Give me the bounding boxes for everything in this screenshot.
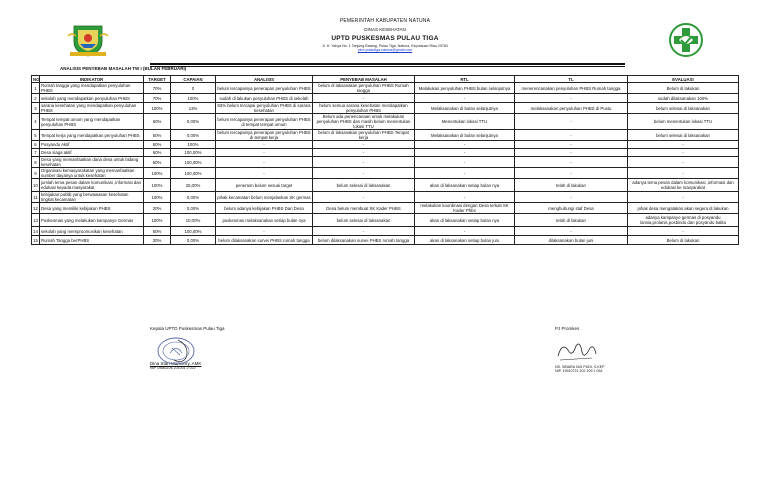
cell-analisis: belum tercapainya penerapan penyuluhan PHBS bbox=[216, 83, 313, 94]
pj-nip: NIP. 19910721 202 109 1 054 bbox=[555, 369, 603, 373]
cell-tl: menerencanakan penyuluhan PHBS Rumah tangga bbox=[515, 83, 628, 94]
letterhead bbox=[250, 18, 520, 52]
cell-analisis: - bbox=[216, 227, 313, 236]
cell-rtl: - bbox=[415, 94, 515, 103]
table-row bbox=[32, 168, 739, 179]
cell-evaluasi: adanya tema pesan dalam komunikasi ,informasi dan edukasi ke masyarakat bbox=[628, 179, 739, 192]
cell-target: 50% bbox=[144, 157, 171, 168]
cell-target: 100% bbox=[144, 192, 171, 203]
cell-target: 60% bbox=[144, 114, 171, 130]
cell-tl: - bbox=[515, 94, 628, 103]
cell-analisis: pihak kecamatan belum menjalankan SK germas bbox=[216, 192, 313, 203]
cell-rtl: - bbox=[415, 192, 515, 203]
cell-analisis: belum adanya kebijakan PHBS Dari Desa bbox=[216, 203, 313, 214]
pj-name: NS. SIBARA NIJI PUDI, S.KEP bbox=[555, 365, 605, 369]
header-tl: TL bbox=[515, 76, 628, 83]
cell-no: 2 bbox=[32, 94, 40, 103]
cell-indikator: sekolah yang memproomosikan kesehatan bbox=[40, 227, 144, 236]
table-row bbox=[32, 83, 739, 94]
header-analisis: ANALISIS bbox=[216, 76, 313, 83]
cell-penyebab: - bbox=[313, 149, 415, 157]
cell-penyebab: belum di laksanakan penyuluhan PHBS Rumah tangga bbox=[313, 83, 415, 94]
cell-capaian: 100% bbox=[171, 94, 216, 103]
cell-tl: - bbox=[515, 227, 628, 236]
cell-evaluasi: belum selesai di laksanakan bbox=[628, 103, 739, 114]
table-row bbox=[32, 192, 739, 203]
cell-indikator: Organisasi kemasyarakatan yang memanfaatkan sumber dayanya untuk kesehatan bbox=[40, 168, 144, 179]
analysis-table bbox=[31, 75, 739, 245]
cell-tl: - bbox=[515, 141, 628, 149]
cell-analisis: penerasn belum sesuai target bbox=[216, 179, 313, 192]
cell-no: 4 bbox=[32, 114, 40, 130]
table-row bbox=[32, 141, 739, 149]
cell-tl: menghubungi staf Desa bbox=[515, 203, 628, 214]
cell-evaluasi: sudah dilaksanakan 100% bbox=[628, 94, 739, 103]
table-body bbox=[32, 83, 739, 245]
cell-capaian: 100,00% bbox=[171, 157, 216, 168]
cell-indikator: Tempat tempat umum yang mendapatkan penyuluhan PHBS bbox=[40, 114, 144, 130]
cell-target: 70% bbox=[144, 83, 171, 94]
cell-indikator: Desa yang memanfaatkan dana desa untuk bidang kesehatan bbox=[40, 157, 144, 168]
cell-rtl: akan di laksanakan setiap bulan nya bbox=[415, 179, 515, 192]
cell-capaian: 100,00% bbox=[171, 227, 216, 236]
institution-address: Jl. H. Yahya No. 1 Tanjung Batang, Pulau Tiga, Natuna, Kepulauan Riau 29783 bbox=[322, 44, 448, 48]
head-name: Dina Stari Mamonry, AMK bbox=[150, 361, 202, 366]
cell-penyebab: - bbox=[313, 141, 415, 149]
government-name: PEMERINTAH KABUPATEN NATUNA bbox=[339, 18, 431, 24]
cell-no: 12 bbox=[32, 203, 40, 214]
table-row bbox=[32, 94, 739, 103]
cell-evaluasi: belum menentukan lokasi TTU bbox=[628, 114, 739, 130]
cell-rtl: akan di laksanakan setiap bulan juni bbox=[415, 236, 515, 245]
cell-penyebab: belum selesai di laksanakan bbox=[313, 179, 415, 192]
cell-indikator: Posyandu Aktif bbox=[40, 141, 144, 149]
cell-penyebab: - bbox=[313, 94, 415, 103]
table-row bbox=[32, 114, 739, 130]
cell-capaian: 0,00% bbox=[171, 192, 216, 203]
cell-no: 13 bbox=[32, 214, 40, 227]
cell-target: 100% bbox=[144, 214, 171, 227]
cell-rtl: - bbox=[415, 227, 515, 236]
cell-indikator: sekolah yang mendapatkan penyuluhan PHBS bbox=[40, 94, 144, 103]
cell-no: 7 bbox=[32, 149, 40, 157]
header-capaian: CAPAIAN bbox=[171, 76, 216, 83]
cell-indikator: kebijakan publik yang berwawasan kesehatan tingkat kecamatan bbox=[40, 192, 144, 203]
cell-target: 70% bbox=[144, 94, 171, 103]
table-row bbox=[32, 179, 739, 192]
cell-analisis: - bbox=[216, 168, 313, 179]
cell-indikator: Desa yang memiliki kebijakan PHBS bbox=[40, 203, 144, 214]
cell-indikator: sarana kesehatan yang mendapatkan penyuluhan PHBS bbox=[40, 103, 144, 114]
cell-evaluasi: belum selesai di laksanakan bbox=[628, 130, 739, 141]
institution-name: UPTD PUSKESMAS PULAU TIGA bbox=[331, 35, 439, 42]
cell-rtl: akan di laksanakan setiap bulan nya bbox=[415, 214, 515, 227]
cell-target: 100% bbox=[144, 168, 171, 179]
cell-rtl: - bbox=[415, 168, 515, 179]
cell-analisis: belum dilaksanakan survei PHBS rumah tangga bbox=[216, 236, 313, 245]
head-title: Kepala UPTD Puskesmas Pulau Tiga bbox=[150, 326, 225, 331]
cell-analisis: belum tercapainya penerapan penyuluhan PHBS di tempat tempat umum bbox=[216, 114, 313, 130]
puskesmas-health-logo-icon bbox=[668, 22, 704, 58]
cell-tl: - bbox=[515, 157, 628, 168]
table-row bbox=[32, 236, 739, 245]
cell-target: 100% bbox=[144, 103, 171, 114]
natuna-regency-emblem-icon bbox=[66, 22, 110, 58]
cell-evaluasi: Belum di lakukan bbox=[628, 83, 739, 94]
cell-no: 6 bbox=[32, 141, 40, 149]
cell-tl: - bbox=[515, 114, 628, 130]
cell-penyebab: belum selesai di laksanakan bbox=[313, 214, 415, 227]
header-no: NO bbox=[33, 76, 40, 82]
cell-rtl: Melakukan penyuluhan PHBS bulan selanjutnya bbox=[415, 83, 515, 94]
cell-analisis: puskesmas melaksanakan setiap bulan nya bbox=[216, 214, 313, 227]
cell-evaluasi: adanya kampanye germas di posyandu lansia,prolanis,posbindu dan posyandu balita bbox=[628, 214, 739, 227]
table-row bbox=[32, 149, 739, 157]
cell-rtl: Melaksanakan di bulan selanjutnya bbox=[415, 103, 515, 114]
table-row bbox=[32, 214, 739, 227]
cell-rtl: melakukan koordinasi dengan Desa terkait SK Kader Phbs bbox=[415, 203, 515, 214]
cell-capaian: 0 bbox=[171, 83, 216, 94]
cell-no: 8 bbox=[32, 157, 40, 168]
header-target: TARGET bbox=[144, 76, 171, 83]
pj-title: PJ Promkes bbox=[555, 326, 580, 331]
cell-penyebab: Belum ada penencanaan untuk melakukan penyuluhan PHBS dan masih belum menentukan lokasi TTU bbox=[313, 114, 415, 130]
cell-capaian: 100,00% bbox=[171, 149, 216, 157]
cell-indikator: jumlah tema pesan dalam komunikasi ,informasi dan edukasi kepada masyarakat bbox=[40, 179, 144, 192]
cell-tl: dilaksanakan bulan juni bbox=[515, 236, 628, 245]
cell-analisis: belum tercapainya penerapan penyuluhan PHBS di tempat kerja bbox=[217, 130, 311, 140]
cell-capaian: 100,00% bbox=[171, 168, 216, 179]
cell-evaluasi: - bbox=[628, 149, 739, 157]
cell-rtl: - bbox=[415, 157, 515, 168]
handwritten-signature-icon bbox=[554, 338, 598, 364]
official-stamp-icon bbox=[156, 336, 196, 366]
cell-evaluasi: - bbox=[628, 157, 739, 168]
cell-analisis: - bbox=[216, 157, 313, 168]
cell-no: 9 bbox=[32, 168, 40, 179]
table-header-row bbox=[32, 76, 739, 83]
cell-capaian: 25,00% bbox=[171, 179, 216, 192]
cell-no: 1 bbox=[32, 83, 40, 94]
cell-tl: telah di lakukan bbox=[515, 179, 628, 192]
cell-rtl: - bbox=[415, 141, 515, 149]
cell-target: 50% bbox=[144, 130, 171, 141]
cell-indikator: Desa siaga aktif bbox=[40, 149, 144, 157]
cell-evaluasi: - bbox=[628, 141, 739, 149]
cell-evaluasi: - bbox=[628, 227, 739, 236]
institution-email-link[interactable]: pkm.pulautiga.natuna@gmail.com bbox=[357, 48, 413, 52]
cell-tl: telah di lakukan bbox=[515, 214, 628, 227]
cell-no: 3 bbox=[32, 103, 40, 114]
cell-tl: - bbox=[515, 168, 628, 179]
cell-target: 30% bbox=[144, 236, 171, 245]
cell-target: 100% bbox=[144, 179, 171, 192]
cell-penyebab: - bbox=[313, 227, 415, 236]
cell-penyebab: belum di laksanakan penyuluhan PHBS Tempat kerja bbox=[313, 130, 415, 141]
cell-capaian: 10,00% bbox=[171, 214, 216, 227]
cell-target: 50% bbox=[144, 141, 171, 149]
cell-no: 15 bbox=[33, 237, 38, 243]
cell-no: 10 bbox=[32, 179, 40, 192]
cell-tl: - bbox=[515, 130, 628, 141]
cell-capaian: 0,00% bbox=[171, 130, 216, 141]
table-row bbox=[32, 157, 739, 168]
cell-analisis: - bbox=[216, 141, 313, 149]
header-evaluasi: EVALUASI bbox=[628, 76, 739, 83]
header-penyebab: PENYEBAB MASALAH bbox=[313, 76, 415, 83]
cell-penyebab: - bbox=[313, 192, 415, 203]
table-row bbox=[32, 203, 739, 214]
cell-tl: melaksanakan penyuluhan PHBS di Pustu bbox=[515, 103, 628, 114]
header-rtl: RTL bbox=[415, 76, 515, 83]
head-nip: NIP 19861106 201001 2 022 bbox=[150, 366, 196, 370]
cell-rtl: Melaksanakan di bulan selanjutnya bbox=[415, 130, 515, 141]
document-title: ANALISIS PENYEBAB MASALAH TW I (BULAN FEBRUARI) bbox=[60, 66, 187, 71]
cell-indikator: Puskesmas yang melakukan kampanye Germas bbox=[40, 214, 144, 227]
cell-penyebab: belum semua sarana kesehatan mendapatkan penyuluhan PHBS bbox=[313, 103, 415, 114]
cell-capaian: 13% bbox=[171, 103, 216, 114]
cell-indikator: Rumah Tangga berPHBS bbox=[40, 236, 144, 245]
cell-evaluasi: Belum di lakukan bbox=[628, 236, 739, 245]
cell-no: 14 bbox=[33, 228, 38, 234]
table-row bbox=[32, 103, 739, 114]
cell-target: 50% bbox=[144, 227, 171, 236]
table-row bbox=[32, 130, 739, 141]
cell-evaluasi: - bbox=[628, 192, 739, 203]
letterhead-divider-thick bbox=[150, 63, 625, 65]
header-indikator: INDIKATOR bbox=[40, 76, 144, 83]
cell-indikator: Rumah tangga yang mendapatkan penyuluhan PHBS bbox=[40, 83, 144, 94]
cell-evaluasi: - bbox=[628, 168, 739, 179]
table-row bbox=[32, 227, 739, 236]
department-name: DINAS KESEHATAN bbox=[364, 27, 406, 32]
cell-capaian: 100% bbox=[171, 141, 216, 149]
cell-penyebab: - bbox=[313, 157, 415, 168]
cell-target: 60% bbox=[144, 149, 171, 157]
cell-capaian: 0,00% bbox=[171, 114, 216, 130]
cell-capaian: 0,00% bbox=[171, 203, 216, 214]
cell-indikator: Tempat kerja yang mendapatkan penyuluhan PHBS bbox=[40, 130, 144, 141]
cell-rtl: Menentukan lokasi TTU bbox=[415, 114, 515, 130]
cell-no: 11 bbox=[32, 192, 40, 203]
cell-analisis: 83% belum tercapai penyuluhan PHBS di sarana kesehatan bbox=[217, 103, 311, 113]
cell-tl: - bbox=[515, 149, 628, 157]
cell-capaian: 0,00% bbox=[171, 236, 216, 245]
cell-penyebab: belum dilaksanakan survei PHBS rumah tangga bbox=[313, 236, 415, 245]
cell-rtl: - bbox=[415, 149, 515, 157]
cell-no: 5 bbox=[32, 130, 40, 141]
cell-tl: - bbox=[515, 192, 628, 203]
cell-analisis: sudah di lakukan penyuluhan PHBS di sekolah bbox=[216, 94, 313, 103]
cell-analisis: - bbox=[216, 149, 313, 157]
cell-penyebab: - bbox=[313, 168, 415, 179]
cell-evaluasi: pihak desa mengatakan akan segera di lakukan bbox=[628, 203, 739, 214]
cell-target: 20% bbox=[144, 203, 171, 214]
cell-penyebab: Desa belum membuat SK Kader PHBS bbox=[313, 203, 415, 214]
